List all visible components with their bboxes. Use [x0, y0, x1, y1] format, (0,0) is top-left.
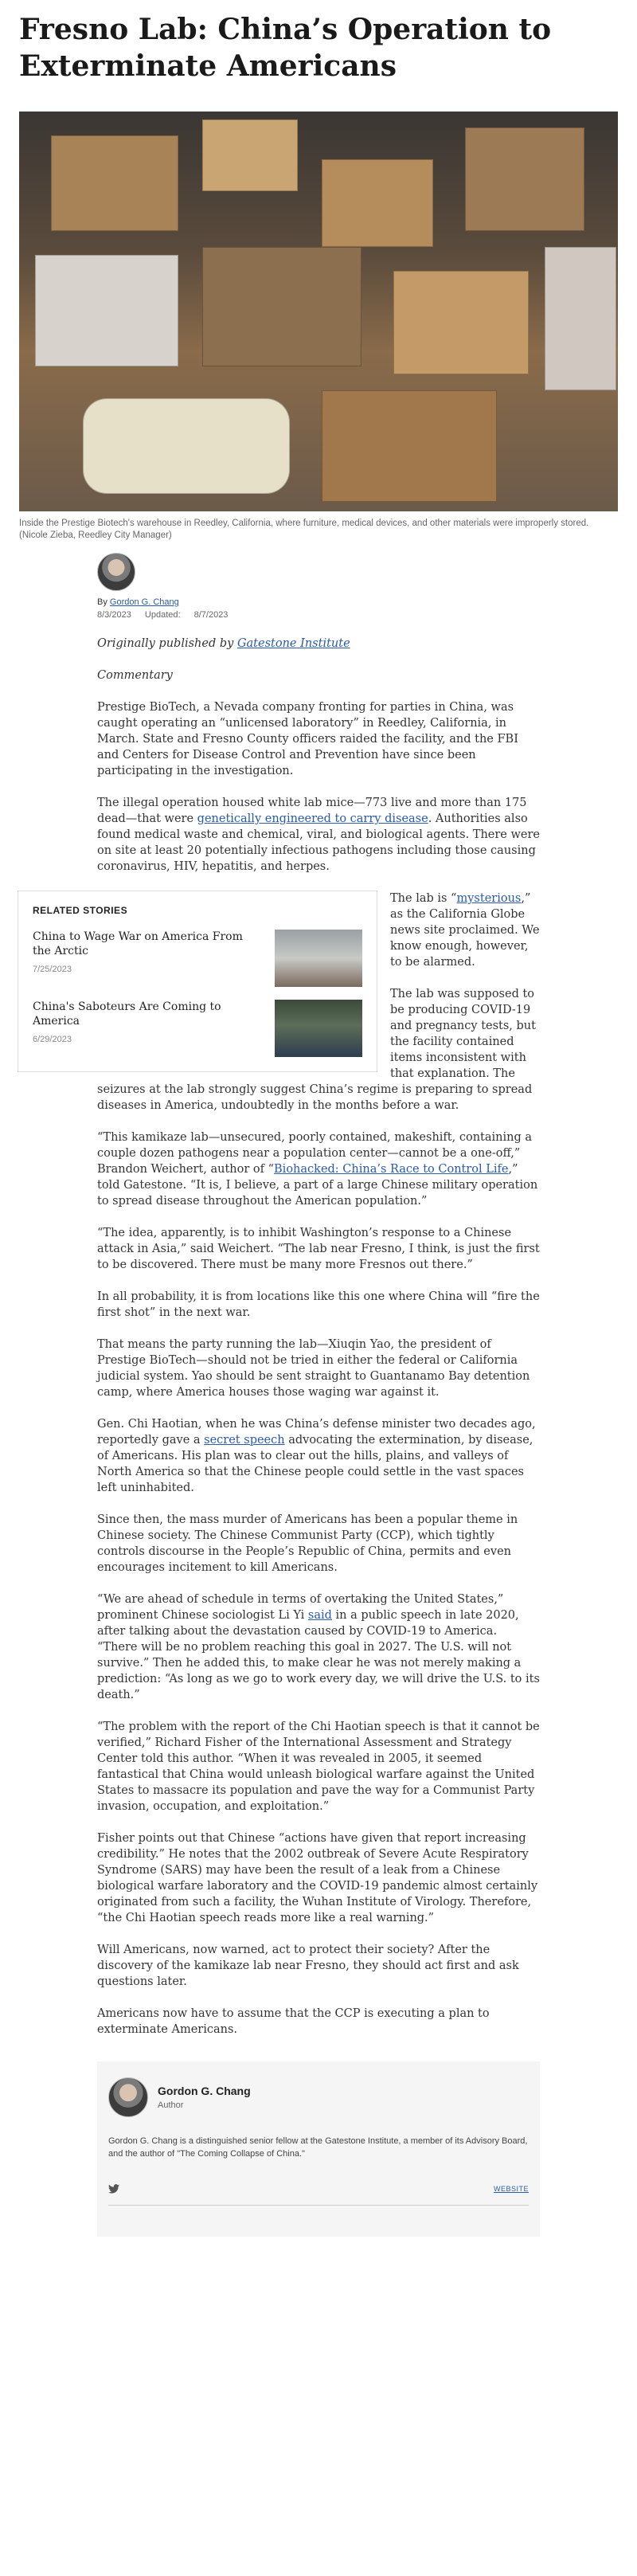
inline-link[interactable]: said: [307, 1609, 332, 1622]
hero-image: [19, 112, 618, 511]
paragraph: “The idea, apparently, is to inhibit Washington’s response to a Chinese attack in Asia,” said Weichert. “The lab near Fresno, I think, is just the first to be discovered. There must be many more Fresnos out there.”: [97, 1227, 540, 1271]
related-item[interactable]: [33, 930, 362, 987]
author-box-avatar: [108, 2077, 148, 2117]
author-link[interactable]: Gordon G. Chang: [109, 597, 179, 607]
image-caption: Inside the Prestige Biotech's warehouse in Reedley, California, where furniture, medical devices, and other materials were improperly stored. (Nicole Zieba, Reedley City Manager): [19, 519, 589, 540]
related-stories: [18, 891, 377, 1072]
paragraph: The illegal operation housed white lab mice—773 live and more than 175 dead—that were genetically engineered to carry disease. Authorities also found medical waste and chemical, viral, and biological agents. There were on site at least 20 potentially infectious pathogens including those causing coronavirus, HIV, hepatitis, and herpes.: [97, 797, 540, 873]
related-heading: RELATED STORIES: [33, 905, 128, 916]
paragraph: The lab was supposed to be producing COVID-19 and pregnancy tests, but the facility contained items inconsistent with that explanation. The seizures at the lab strongly suggest China’s regime is preparing to spread diseases in America, undoubtedly in the months before a war.: [97, 988, 536, 1112]
paragraph: “We are ahead of schedule in terms of overtaking the United States,” prominent Chinese sociologist Li Yi said in a public speech in late 2020, after talking about the devastation caused by COVID-19 to America. “There will be no problem reaching this goal in 2027. The U.S. will not survive.” Then he added this, to make clear he was not merely making a prediction: “As long as we go to work every day, we will drive the U.S. to its death.”: [97, 1593, 540, 1701]
paragraph: Americans now have to assume that the CCP is executing a plan to exterminate Americans.: [97, 2007, 490, 2036]
twitter-icon[interactable]: [108, 2184, 119, 2194]
related-title[interactable]: China's Saboteurs Are Coming to America: [33, 1000, 221, 1028]
author-box-role: Author: [158, 2100, 184, 2110]
author-box-name[interactable]: Gordon G. Chang: [158, 2085, 251, 2097]
author-bio: Gordon G. Chang is a distinguished senior fellow at the Gatestone Institute, a member of its Advisory Board, and the author of "The Coming Collapse of China.": [108, 2136, 528, 2159]
author-avatar: [97, 553, 135, 591]
originally-published: Originally published by Gatestone Institute: [97, 637, 350, 650]
paragraph: Will Americans, now warned, act to protect their society? After the discovery of the kamikaze lab near Fresno, they should act first and ask questions later.: [97, 1944, 519, 1988]
inline-link[interactable]: secret speech: [204, 1434, 285, 1447]
related-date: 6/29/2023: [33, 1035, 72, 1044]
paragraph: “The problem with the report of the Chi Haotian speech is that it cannot be verified,” Richard Fisher of the International Assessment and Strategy Center told this author. “When it was revealed in 2005, it seemed fantastical that China would unleash biological warfare against the United States to massacre its population and pave the way for a Communist Party invasion, occupation, and exploitation.”: [97, 1721, 540, 1813]
related-thumbnail[interactable]: [275, 930, 362, 987]
paragraph: Fisher points out that Chinese “actions have given that report increasing credibility.” He notes that the 2002 outbreak of Severe Acute Respiratory Syndrome (SARS) may have been the result of a leak from a Chinese biological warfare laboratory and the COVID-19 pandemic almost certainly originated from such a facility, the Wuhan Institute of Virology. Therefore, “the Chi Haotian speech reads more like a real warning.”: [97, 1832, 538, 1924]
paragraph: The lab is “mysterious,” as the California Globe news site proclaimed. We know enough, however, to be alarmed.: [390, 892, 540, 969]
byline: By Gordon G. Chang 8/3/2023 Updated: 8/7/2023: [97, 553, 637, 620]
paragraph: That means the party running the lab—Xiuqin Yao, the president of Prestige BioTech—should not be tried in either the federal or California judicial system. Yao should be sent straight to Guantanamo Bay detention camp, where America houses those waging war against it.: [97, 1338, 530, 1399]
related-date: 7/25/2023: [33, 965, 72, 974]
paragraph: Prestige BioTech, a Nevada company fronting for parties in China, was caught operating an “unlicensed laboratory” in Reedley, California, in March. State and Fresno County officers raided the facility, and the FBI and Centers for Disease Control and Prevention have since been participating in the investigation.: [97, 701, 518, 777]
inline-link[interactable]: Biohacked: China’s Race to Control Life: [274, 1163, 509, 1176]
paragraph: In all probability, it is from locations like this one where China will “fire the first shot” in the next war.: [97, 1290, 540, 1319]
related-title[interactable]: China to Wage War on America From the Arctic: [33, 930, 243, 957]
related-thumbnail[interactable]: [275, 1000, 362, 1057]
paragraph: Since then, the mass murder of Americans has been a popular theme in Chinese society. The Chinese Communist Party (CCP), which tightly controls discourse in the People’s Republic of China, permits and even encourages incitement to kill Americans.: [97, 1513, 518, 1574]
updated-date: 8/7/2023: [193, 610, 229, 620]
related-item[interactable]: [33, 1000, 362, 1057]
article-body: [33, 636, 540, 2038]
divider: [108, 2205, 529, 2206]
paragraph: Gen. Chi Haotian, when he was China’s defense minister two decades ago, reportedly gave a secret speech advocating the extermination, by disease, of Americans. His plan was to clear out the hills, plains, and valleys of North America so that the Chinese people could settle in the vast spaces left uninhabited.: [97, 1418, 536, 1494]
updated-label: Updated:: [144, 610, 181, 620]
article-title: Fresno Lab: China’s Operation to Exterminate Americans: [19, 13, 552, 83]
section-label: Commentary: [97, 669, 173, 682]
published-date: 8/3/2023: [97, 610, 131, 620]
inline-link[interactable]: mysterious: [456, 892, 522, 905]
author-box: [97, 2061, 540, 2237]
inline-link[interactable]: genetically engineered to carry disease: [197, 812, 428, 825]
paragraph: “This kamikaze lab—unsecured, poorly contained, makeshift, containing a couple dozen pathogens near a population center—cannot be a one-off,” Brandon Weichert, author of “Biohacked: China’s Race to Control Life,” told Gatestone. “It is, I believe, a part of a large Chinese military operation to spread disease throughout the American population.”: [97, 1131, 538, 1208]
source-link[interactable]: Gatestone Institute: [236, 637, 350, 650]
website-link[interactable]: WEBSITE: [493, 2185, 529, 2193]
